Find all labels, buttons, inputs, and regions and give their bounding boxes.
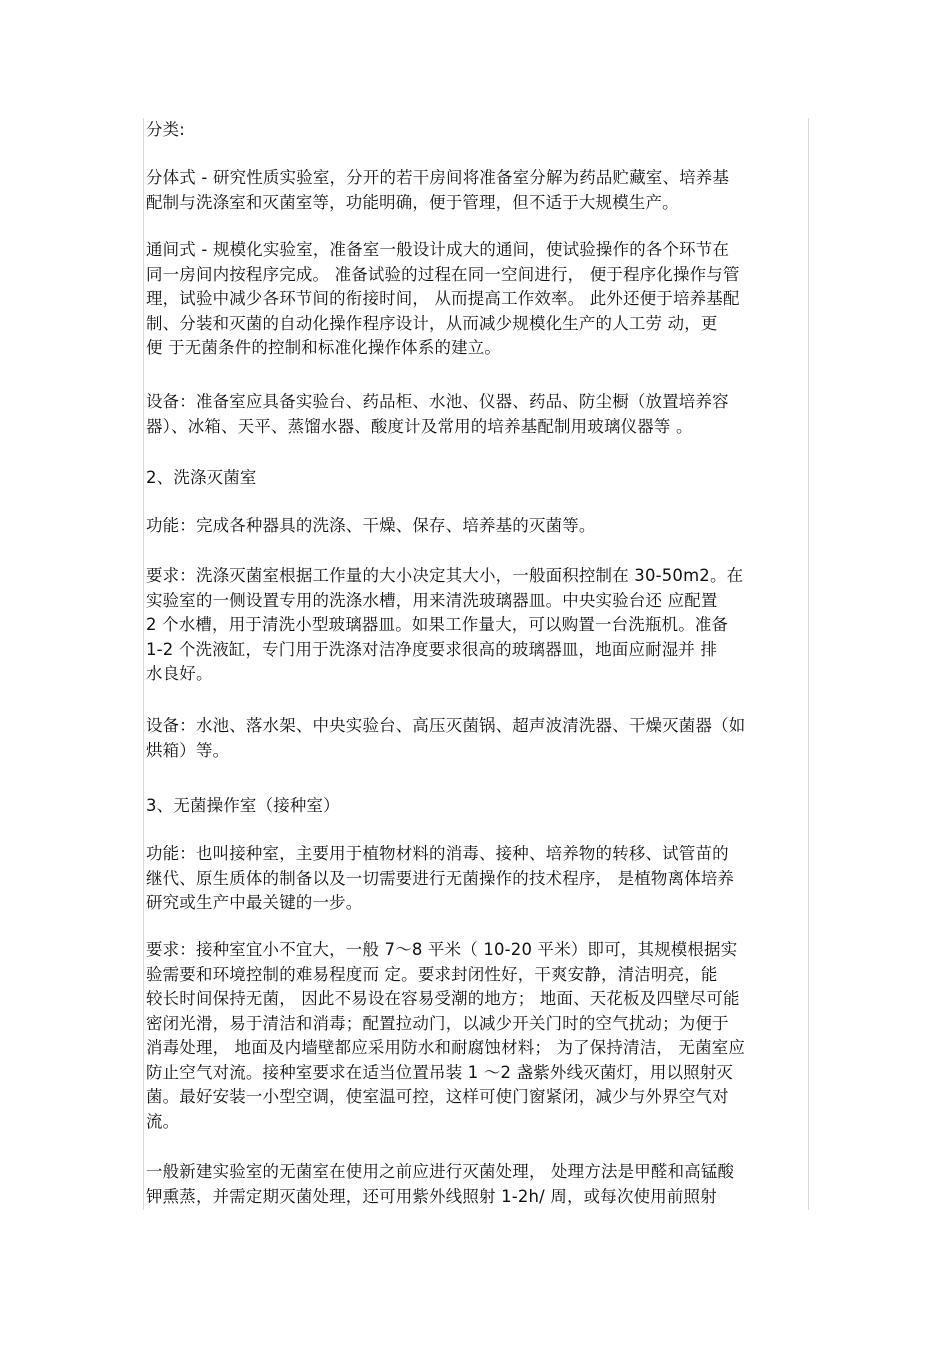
text-line: 一般新建实验室的无菌室在使用之前应进行灭菌处理， 处理方法是甲醛和高锰酸 [146, 1162, 735, 1181]
text-line: 水良好。 [146, 664, 213, 683]
text-line: 研究或生产中最关键的一步。 [146, 893, 363, 912]
text-line: 流。 [146, 1111, 180, 1131]
text-line: 功能：完成各种器具的洗涤、干燥、保存、培养基的灭菌等。 [146, 516, 596, 535]
paragraph [146, 466, 808, 491]
text-line: 功能：也叫接种室，主要用于植物材料的消毒、接种、培养物的转移、试管苗的 [146, 844, 729, 863]
paragraph [146, 514, 808, 539]
text-line: 防止空气对流。接种室要求在适当位置吊装 1 ～2 盏紫外线灭菌灯，用以照射灭 [146, 1062, 734, 1082]
text-line: 通间式 - 规模化实验室，准备室一般设计成大的通间，使试验操作的各个环节在 [146, 240, 730, 259]
text-line: 配制与洗涤室和灭菌室等，功能明确，便于管理，但不适于大规模生产。 [146, 192, 679, 212]
text-line: 3、无菌操作室（接种室） [146, 796, 340, 815]
paragraph [146, 238, 808, 361]
text-line: 设备：准备室应具备实验台、药品柜、水池、仪器、药品、防尘橱（放置培养容 [146, 392, 729, 411]
text-line: 要求：接种室宜小不宜大，一般 7～8 平米（ 10-20 平米）即可，其规模根据实 [146, 940, 738, 959]
paragraph [146, 564, 808, 687]
paragraph [146, 1160, 808, 1209]
paragraph [146, 714, 808, 763]
text-line: 钾熏蒸，并需定期灭菌处理，还可用紫外线照射 1-2h/ 周，或每次使用前照射 [146, 1186, 717, 1206]
text-line: 制、分装和灭菌的自动化操作程序设计，从而减少规模化生产的人工劳 动，更 [146, 313, 718, 333]
text-line: 理，试验中减少各环节间的衔接时间， 从而提高工作效率。 此外还便于培养基配 [146, 289, 740, 308]
text-line: 1-2 个洗液缸，专门用于洗涤对洁净度要求很高的玻璃器皿，地面应耐湿并 排 [146, 639, 718, 659]
text-line: 较长时间保持无菌， 因此不易设在容易受潮的地方； 地面、天花板及四壁尽可能 [146, 989, 740, 1008]
paragraph [146, 938, 808, 1134]
paragraph [146, 794, 808, 819]
text-line: 要求：洗涤灭菌室根据工作量的大小决定其大小，一般面积控制在 30-50m2。在 [146, 566, 744, 585]
text-line: 烘箱）等。 [146, 740, 230, 760]
text-line: 密闭光滑，易于清洁和消毒；配置拉动门，以减少开关门时的空气扰动；为便于 [146, 1013, 729, 1033]
paragraph [146, 842, 808, 916]
text-line: 继代、原生质体的制备以及一切需要进行无菌操作的技术程序， 是植物离体培养 [146, 868, 735, 888]
text-line: 2、洗涤灭菌室 [146, 468, 257, 487]
document-body [143, 118, 809, 1210]
text-line: 同一房间内按程序完成。 准备试验的过程在同一空间进行， 便于程序化操作与管 [146, 264, 740, 284]
text-line: 便 于无菌条件的控制和标准化操作体系的建立。 [146, 338, 502, 357]
text-line: 验需要和环境控制的难易程度而 定。要求封闭性好，干爽安静，清洁明亮，能 [146, 964, 718, 984]
paragraph [146, 118, 808, 143]
text-line: 消毒处理， 地面及内墙壁都应采用防水和耐腐蚀材料； 为了保持清洁， 无菌室应 [146, 1038, 746, 1057]
text-line: 设备：水池、落水架、中央实验台、高压灭菌锅、超声波清洗器、干燥灭菌器（如 [146, 716, 746, 735]
text-line: 2 个水槽，用于清洗小型玻璃器皿。如果工作量大，可以购置一台洗瓶机。准备 [146, 615, 729, 634]
text-line: 菌。最好安装一小型空调，使室温可控，这样可使门窗紧闭，减少与外界空气对 [146, 1087, 729, 1106]
paragraph [146, 166, 808, 215]
paragraph [146, 390, 808, 439]
text-line: 分类: [146, 120, 186, 139]
text-line: 分体式 - 研究性质实验室，分开的若干房间将准备室分解为药品贮藏室、培养基 [146, 168, 730, 187]
text-line: 器）、冰箱、天平、蒸馏水器、酸度计及常用的培养基配制用玻璃仪器等 。 [146, 416, 693, 436]
text-line: 实验室的一侧设置专用的洗涤水槽，用来清洗玻璃器皿。中央实验台还 应配置 [146, 590, 718, 610]
